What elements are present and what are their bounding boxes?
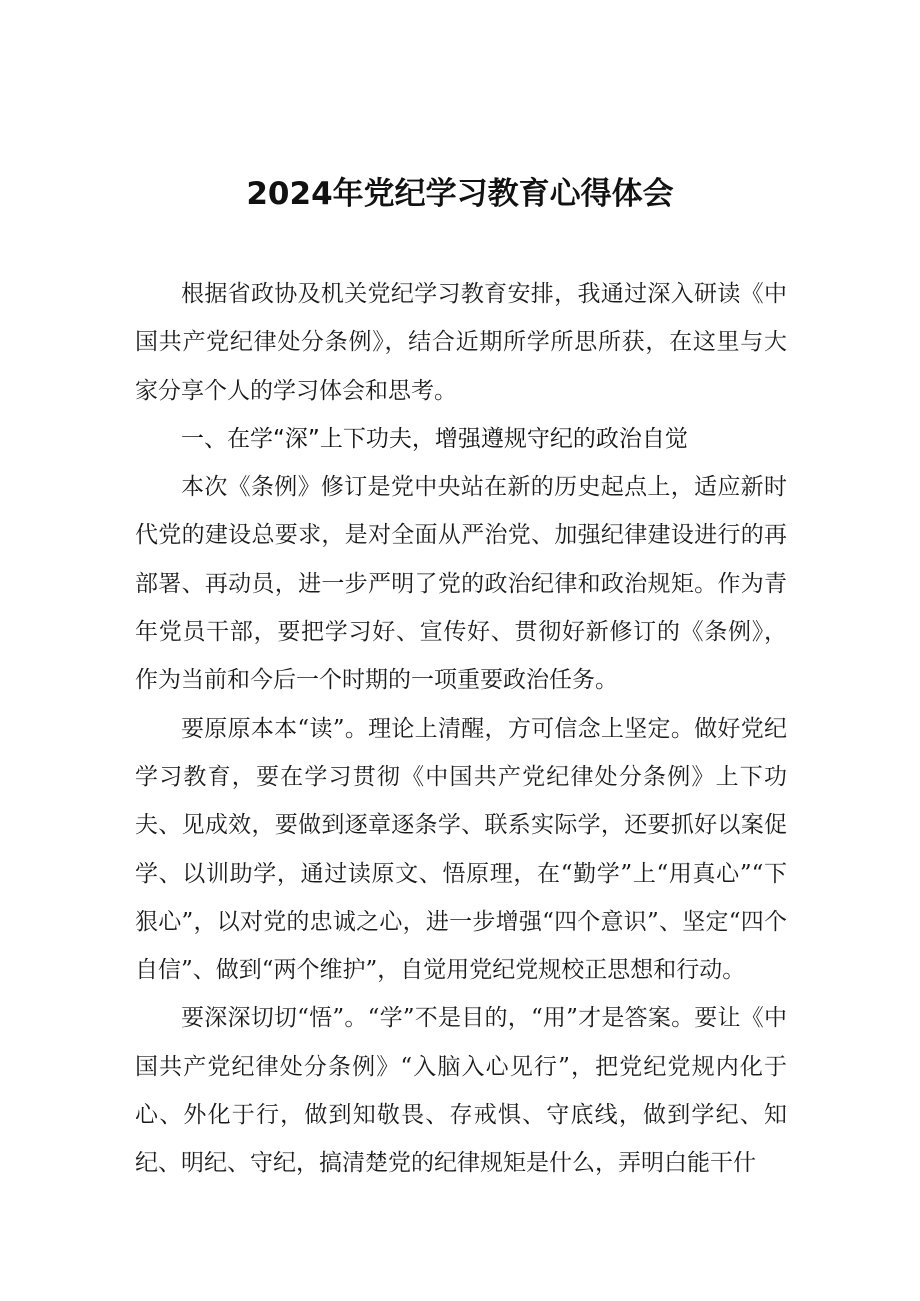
- body-paragraph: 要深深切切“悟”。“学”不是目的，“用”才是答案。要让《中国共产党纪律处分条例》“入脑入心见行”，把党纪党规内化于心、外化于行，做到知敬畏、存戒惧、守底线，做到学纪、知纪、明纪、守纪，搞清楚党的纪律规矩是什么，弄明白能干什: [135, 1005, 787, 1177]
- intro-paragraph: 根据省政协及机关党纪学习教育安排，我通过深入研读《中国共产党纪律处分条例》，结合近期所学所思所获，在这里与大家分享个人的学习体会和思考。: [135, 281, 787, 404]
- section-heading: 一、在学“深”上下功夫，增强遵规守纪的政治自觉: [181, 425, 688, 452]
- body-paragraph: 要原原本本“读”。理论上清醒，方可信念上坚定。做好党纪学习教育，要在学习贯彻《中国共产党纪律处分条例》上下功夫、见成效，要做到逐章逐条学、联系实际学，还要抓好以案促学、以训助学，通过读原文、悟原理，在“勤学”上“用真心”“下狠心”，以对党的忠诚之心，进一步增强“四个意识”、坚定“四个自信”、做到“两个维护”，自觉用党纪党规校正思想和行动。: [135, 715, 787, 984]
- body-paragraph: 本次《条例》修订是党中央站在新的历史起点上，适应新时代党的建设总要求，是对全面从严治党、加强纪律建设进行的再部署、再动员，进一步严明了党的政治纪律和政治规矩。作为青年党员干部，要把学习好、宣传好、贯彻好新修订的《条例》，作为当前和今后一个时期的一项重要政治任务。: [135, 474, 787, 694]
- document-body: [135, 270, 787, 1188]
- document-title: 2024年党纪学习教育心得体会: [246, 176, 674, 212]
